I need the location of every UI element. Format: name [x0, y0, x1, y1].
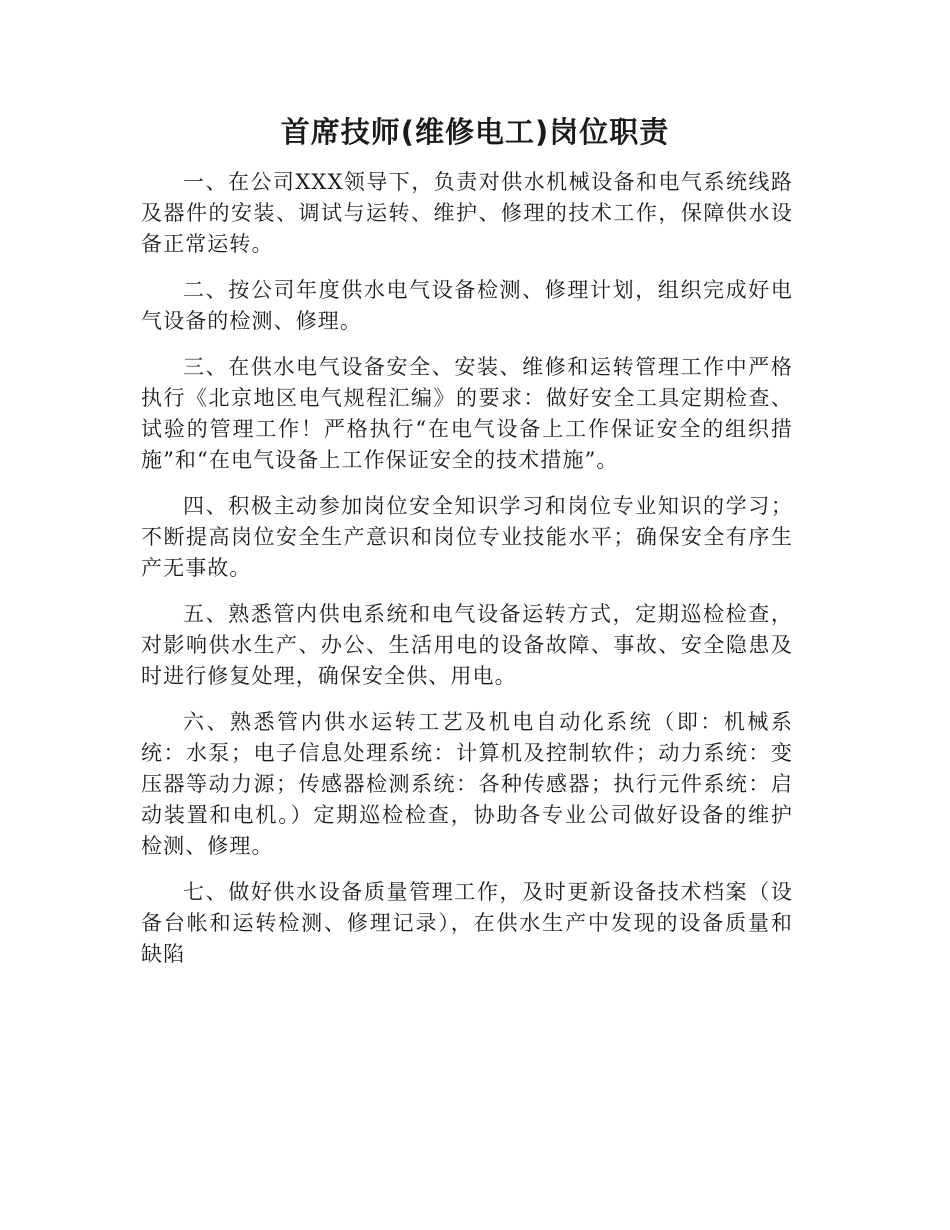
duty-paragraph-6: 六、熟悉管内供水运转工艺及机电自动化系统（即：机械系统：水泵；电子信息处理系统：计算机及控制软件；动力系统：变压器等动力源；传感器检测系统：各种传感器；执行元件系统：启动装置和电机。）定期巡检检查，协助各专业公司做好设备的维护检测、修理。 — [141, 710, 793, 858]
duty-paragraph-4: 四、积极主动参加岗位安全知识学习和岗位专业知识的学习；不断提高岗位安全生产意识和岗位专业技能水平；确保安全有序生产无事故。 — [141, 494, 793, 580]
duty-paragraph-3: 三、在供水电气设备安全、安装、维修和运转管理工作中严格执行《北京地区电气规程汇编》的要求：做好安全工具定期检查、试验的管理工作！严格执行“在电气设备上工作保证安全的组织措施”和“在电气设备上工作保证安全的技术措施”。 — [141, 355, 793, 472]
duty-paragraph-5: 五、熟悉管内供电系统和电气设备运转方式，定期巡检检查，对影响供水生产、办公、生活用电的设备故障、事故、安全隐患及时进行修复处理，确保安全供、用电。 — [141, 602, 793, 688]
duty-paragraph-7: 七、做好供水设备质量管理工作，及时更新设备技术档案（设备台帐和运转检测、修理记录），在供水生产中发现的设备质量和缺陷 — [141, 880, 793, 966]
duty-paragraph-1: 一、在公司XXX领导下，负责对供水机械设备和电气系统线路及器件的安装、调试与运转、维护、修理的技术工作，保障供水设备正常运转。 — [141, 170, 793, 256]
duty-paragraph-2: 二、按公司年度供水电气设备检测、修理计划，组织完成好电气设备的检测、修理。 — [141, 278, 793, 333]
document-title: 首席技师(维修电工)岗位职责 — [280, 115, 670, 149]
document-body — [141, 167, 793, 985]
